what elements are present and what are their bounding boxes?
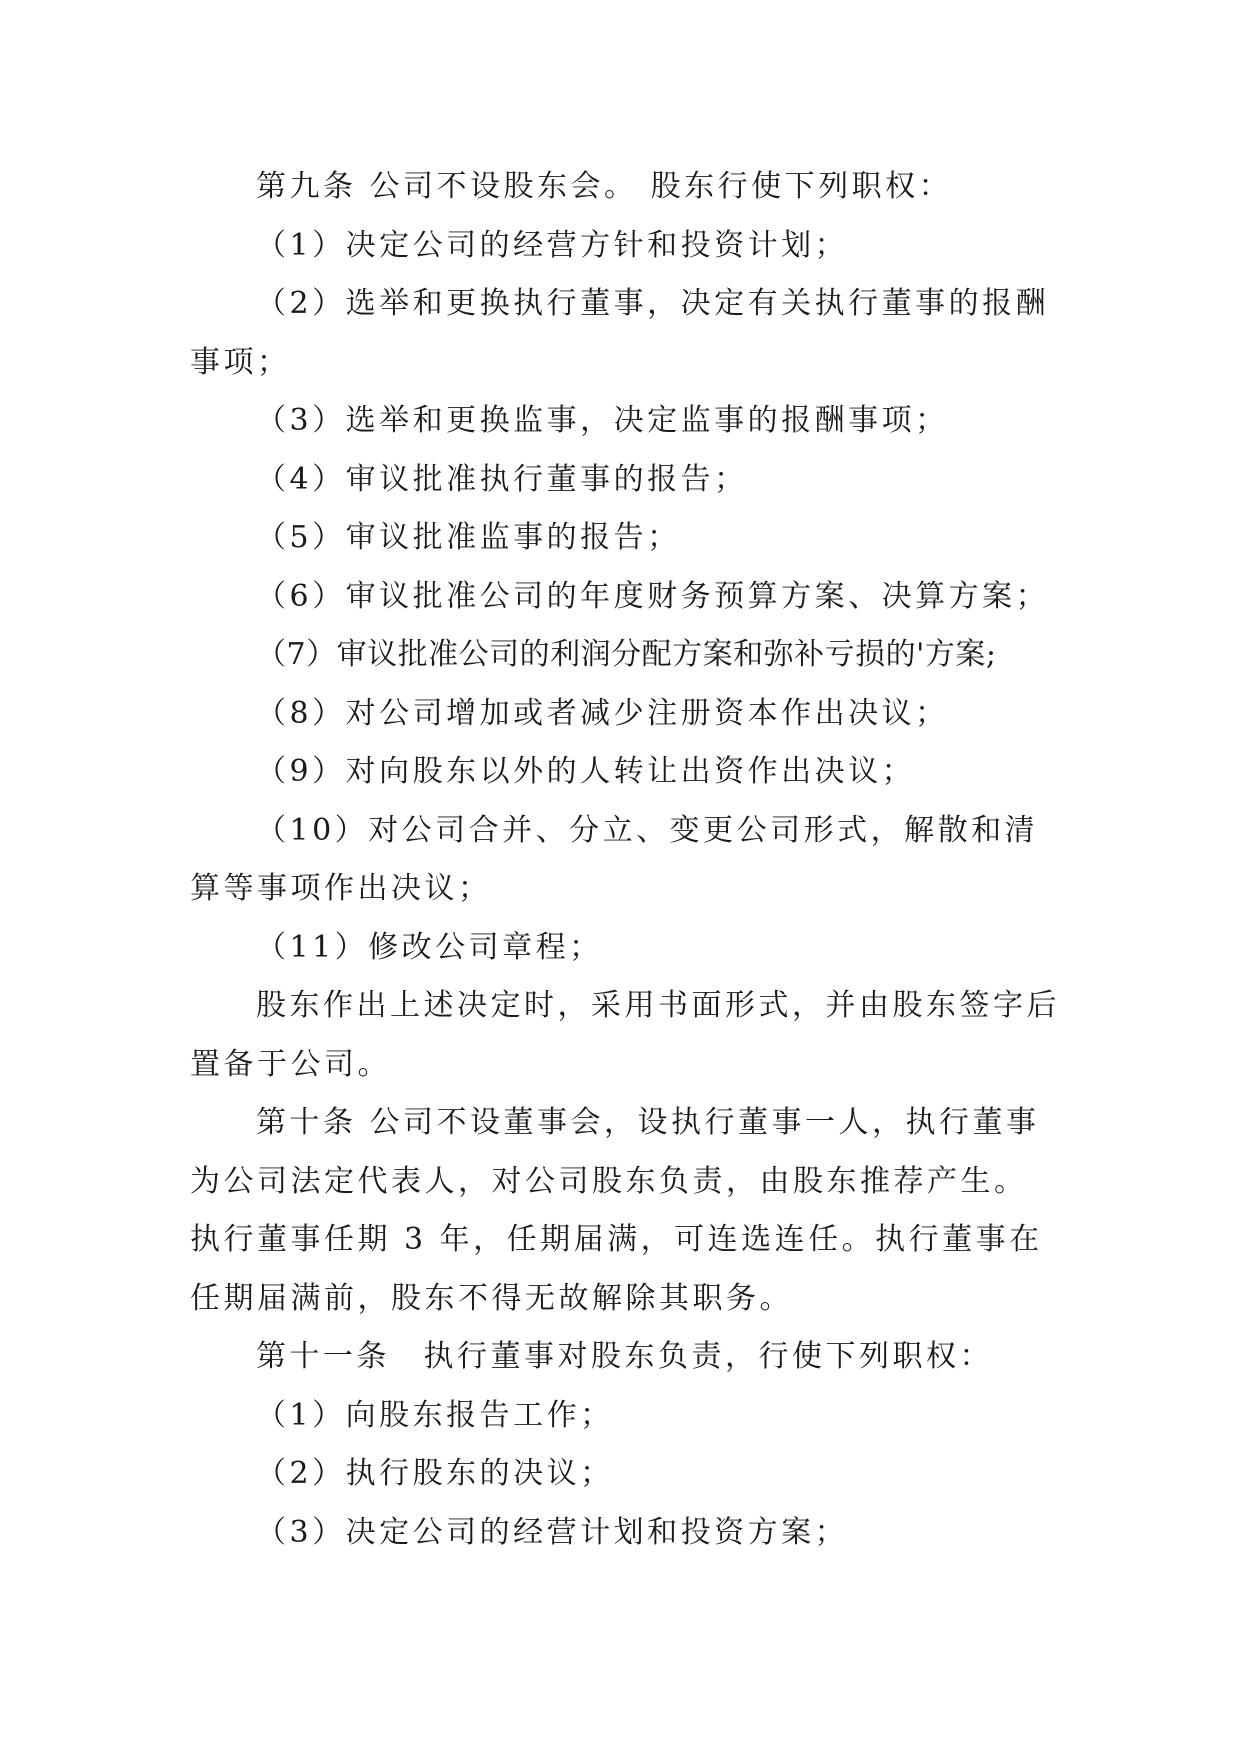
document-page [190,158,1060,1562]
article-11-item-3: （3）决定公司的经营计划和投资方案； [256,1514,849,1550]
article-9-item-5: （5）审议批准监事的报告； [256,520,681,555]
article-9-item-4: （4）审议批准执行董事的报告； [256,461,748,497]
article-10: 第十条 公司不设董事会，设执行董事一人，执行董事为公司法定代表人，对公司股东负责，由股东推荐产生。执行董事任期 3 年，任期届满，可连选连任。执行董事在任期届满前，股东不得无故解除其职务。 [190,1105,1043,1316]
article-9-item-11: （11）修改公司章程； [256,929,603,965]
article-9-closing: 股东作出上述决定时，采用书面形式，并由股东签字后置备于公司。 [190,988,1060,1082]
article-9-item-9: （9）对向股东以外的人转让出资作出决议； [256,754,916,789]
article-11-item-1: （1）向股东报告工作； [256,1397,614,1433]
article-9-item-8: （8）对公司增加或者减少注册资本作出决议； [256,695,949,731]
article-9-item-6: （6）审议批准公司的年度财务预算方案、决算方案； [256,578,1050,614]
article-9-item-10: （10）对公司合并、分立、变更公司形式，解散和清算等事项作出决议； [190,812,1039,906]
article-11-item-2: （2）执行股东的决议； [256,1456,614,1491]
article-9-item-3: （3）选举和更换监事，决定监事的报酬事项； [256,403,949,438]
article-9-heading: 第九条 公司不设股东会。 股东行使下列职权： [256,169,953,204]
article-11-heading: 第十一条 执行董事对股东负责，行使下列职权： [256,1339,993,1374]
article-9-item-2: （2）选举和更换执行董事，决定有关执行董事的报酬事项； [190,286,1050,380]
article-9-item-1: （1）决定公司的经营方针和投资计划； [256,227,849,263]
article-9-item-7: （7）审议批准公司的利润分配方案和弥补亏损的'方案; [256,637,997,672]
